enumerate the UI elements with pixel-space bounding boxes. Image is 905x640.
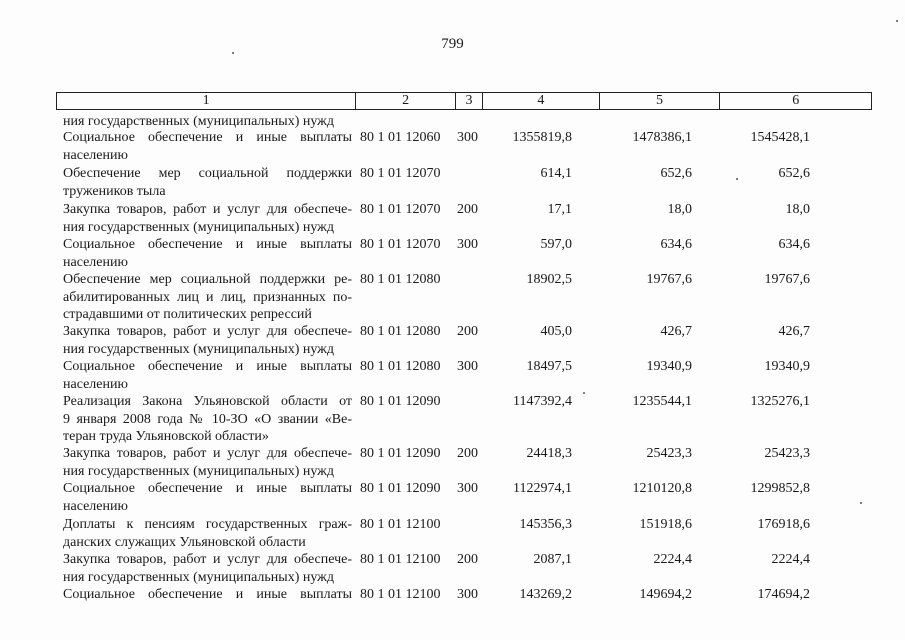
- row-value-4: 143269,2: [519, 587, 572, 602]
- row-value-5: 634,6: [660, 237, 692, 252]
- row-name: [63, 586, 352, 604]
- table-row: [0, 129, 905, 164]
- column-header-2: 2: [356, 93, 456, 109]
- row-code: 80 1 01 12080: [360, 324, 441, 339]
- row-code: 80 1 01 12100: [360, 552, 441, 567]
- row-type: 200: [457, 446, 478, 461]
- scan-speck: [860, 502, 862, 504]
- scan-speck: [232, 52, 234, 54]
- row-name-line: Закупка товаров, работ и услуг для обеспече-: [63, 324, 352, 339]
- row-value-5: 2224,4: [653, 552, 692, 567]
- row-code: 80 1 01 12080: [360, 359, 441, 374]
- row-value-6: 634,6: [778, 237, 810, 252]
- row-type: 300: [457, 237, 478, 252]
- column-header-4: 4: [483, 93, 600, 109]
- row-value-6: 176918,6: [757, 517, 810, 532]
- row-name: [63, 445, 352, 480]
- table-header-row: [56, 92, 872, 110]
- row-name-line: Социальное обеспечение и иные выплаты: [63, 587, 352, 602]
- row-type: 300: [457, 587, 478, 602]
- row-value-4: 405,0: [540, 324, 572, 339]
- row-name-line: ния государственных (муниципальных) нужд: [63, 341, 334, 357]
- row-name-line: Доплаты к пенсиям государственных граж-: [63, 517, 352, 532]
- row-code: 80 1 01 12080: [360, 272, 441, 287]
- row-name-line: населению: [63, 498, 128, 514]
- scan-speck: [896, 20, 898, 22]
- column-header-1: 1: [57, 93, 356, 109]
- scan-speck: [736, 178, 738, 180]
- row-name-line: ния государственных (муниципальных) нужд: [63, 219, 334, 235]
- page-number: 799: [441, 36, 464, 52]
- row-value-4: 2087,1: [533, 552, 572, 567]
- row-value-6: 25423,3: [764, 446, 810, 461]
- table-row: [0, 551, 905, 586]
- row-name: [63, 165, 352, 200]
- row-name: [63, 236, 352, 271]
- row-value-4: 1355819,8: [512, 130, 572, 145]
- row-name-line: ния государственных (муниципальных) нужд: [63, 569, 334, 585]
- table-row: [0, 201, 905, 236]
- row-code: 80 1 01 12090: [360, 394, 441, 409]
- row-value-4: 18902,5: [526, 272, 572, 287]
- row-value-5: 19340,9: [646, 359, 692, 374]
- row-value-4: 17,1: [547, 202, 572, 217]
- table-row: [0, 236, 905, 271]
- row-value-4: 1122974,1: [513, 481, 572, 496]
- row-value-5: 19767,6: [646, 272, 692, 287]
- row-value-6: 19340,9: [764, 359, 810, 374]
- row-value-4: 24418,3: [526, 446, 572, 461]
- row-value-5: 1210120,8: [632, 481, 692, 496]
- row-code: 80 1 01 12090: [360, 481, 441, 496]
- table-row: [0, 445, 905, 480]
- row-value-4: 145356,3: [519, 517, 572, 532]
- row-value-6: 652,6: [778, 166, 810, 181]
- row-name: [63, 129, 352, 164]
- row-name-line: населению: [63, 147, 128, 163]
- row-value-6: 174694,2: [757, 587, 810, 602]
- row-value-5: 1235544,1: [632, 394, 692, 409]
- row-name: [63, 480, 352, 515]
- table-row: [0, 586, 905, 604]
- row-name-line: ния государственных (муниципальных) нужд: [63, 463, 334, 479]
- row-value-5: 652,6: [660, 166, 692, 181]
- row-value-4: 614,1: [540, 166, 572, 181]
- row-type: 200: [457, 324, 478, 339]
- row-name-line: данских служащих Ульяновской области: [63, 534, 306, 550]
- row-name-line: 9 января 2008 года № 10-ЗО «О звании «Ве-: [63, 411, 352, 427]
- row-value-4: 597,0: [540, 237, 572, 252]
- row-value-6: 18,0: [785, 202, 810, 217]
- row-name: [63, 201, 352, 236]
- row-name-line: тружеников тыла: [63, 183, 166, 199]
- row-name-line: Обеспечение мер социальной поддержки ре-: [63, 272, 352, 287]
- row-name: [63, 393, 352, 446]
- row-name-line: Социальное обеспечение и иные выплаты: [63, 237, 352, 252]
- column-header-6: 6: [792, 93, 800, 108]
- row-value-5: 151918,6: [639, 517, 692, 532]
- scan-speck: [583, 392, 585, 394]
- row-name: [63, 516, 352, 551]
- row-name-line: Закупка товаров, работ и услуг для обеспече-: [63, 552, 352, 567]
- row-value-6: 426,7: [778, 324, 810, 339]
- row-code: 80 1 01 12070: [360, 237, 441, 252]
- row-code: 80 1 01 12070: [360, 202, 441, 217]
- row-name-line: абилитированных лиц и лиц, признанных по-: [63, 289, 352, 305]
- row-code: 80 1 01 12100: [360, 517, 441, 532]
- column-header-3: 3: [456, 93, 483, 109]
- row-name-line: Социальное обеспечение и иные выплаты: [63, 359, 352, 374]
- row-name-line: населению: [63, 254, 128, 270]
- row-name: [63, 113, 352, 131]
- table-row: [0, 358, 905, 393]
- row-type: 300: [457, 130, 478, 145]
- row-name-line: страдавшими от политических репрессий: [63, 307, 312, 322]
- row-value-5: 18,0: [667, 202, 692, 217]
- row-code: 80 1 01 12090: [360, 446, 441, 461]
- row-type: 300: [457, 481, 478, 496]
- row-name-line: ния государственных (муниципальных) нужд: [63, 114, 334, 129]
- row-value-6: 2224,4: [771, 552, 810, 567]
- row-value-5: 25423,3: [646, 446, 692, 461]
- row-code: 80 1 01 12070: [360, 166, 441, 181]
- row-code: 80 1 01 12100: [360, 587, 441, 602]
- table-row: [0, 480, 905, 515]
- row-type: 200: [457, 552, 478, 567]
- row-name-line: Закупка товаров, работ и услуг для обеспече-: [63, 202, 352, 217]
- table-row: [0, 271, 905, 324]
- table-row: [0, 165, 905, 200]
- row-name-line: Социальное обеспечение и иные выплаты: [63, 130, 352, 145]
- row-name-line: теран труда Ульяновской области»: [63, 429, 269, 444]
- table-row: [0, 113, 905, 131]
- row-value-6: 19767,6: [764, 272, 810, 287]
- row-name-line: Социальное обеспечение и иные выплаты: [63, 481, 352, 496]
- row-name: [63, 551, 352, 586]
- row-name-line: Закупка товаров, работ и услуг для обеспече-: [63, 446, 352, 461]
- table-row: [0, 516, 905, 551]
- row-value-5: 1478386,1: [632, 130, 692, 145]
- row-name: [63, 358, 352, 393]
- table-row: [0, 393, 905, 446]
- column-header-5: 5: [600, 93, 721, 109]
- row-type: 200: [457, 202, 478, 217]
- row-value-5: 149694,2: [639, 587, 692, 602]
- row-name: [63, 271, 352, 324]
- row-value-6: 1325276,1: [750, 394, 810, 409]
- row-value-4: 1147392,4: [513, 394, 572, 409]
- row-value-5: 426,7: [660, 324, 692, 339]
- row-value-6: 1545428,1: [750, 130, 810, 145]
- row-code: 80 1 01 12060: [360, 130, 441, 145]
- row-value-4: 18497,5: [526, 359, 572, 374]
- row-value-6: 1299852,8: [750, 481, 810, 496]
- row-type: 300: [457, 359, 478, 374]
- table-row: [0, 323, 905, 358]
- row-name-line: населению: [63, 376, 128, 392]
- row-name-line: Обеспечение мер социальной поддержки: [63, 166, 352, 181]
- row-name: [63, 323, 352, 358]
- row-name-line: Реализация Закона Ульяновской области от: [63, 394, 352, 409]
